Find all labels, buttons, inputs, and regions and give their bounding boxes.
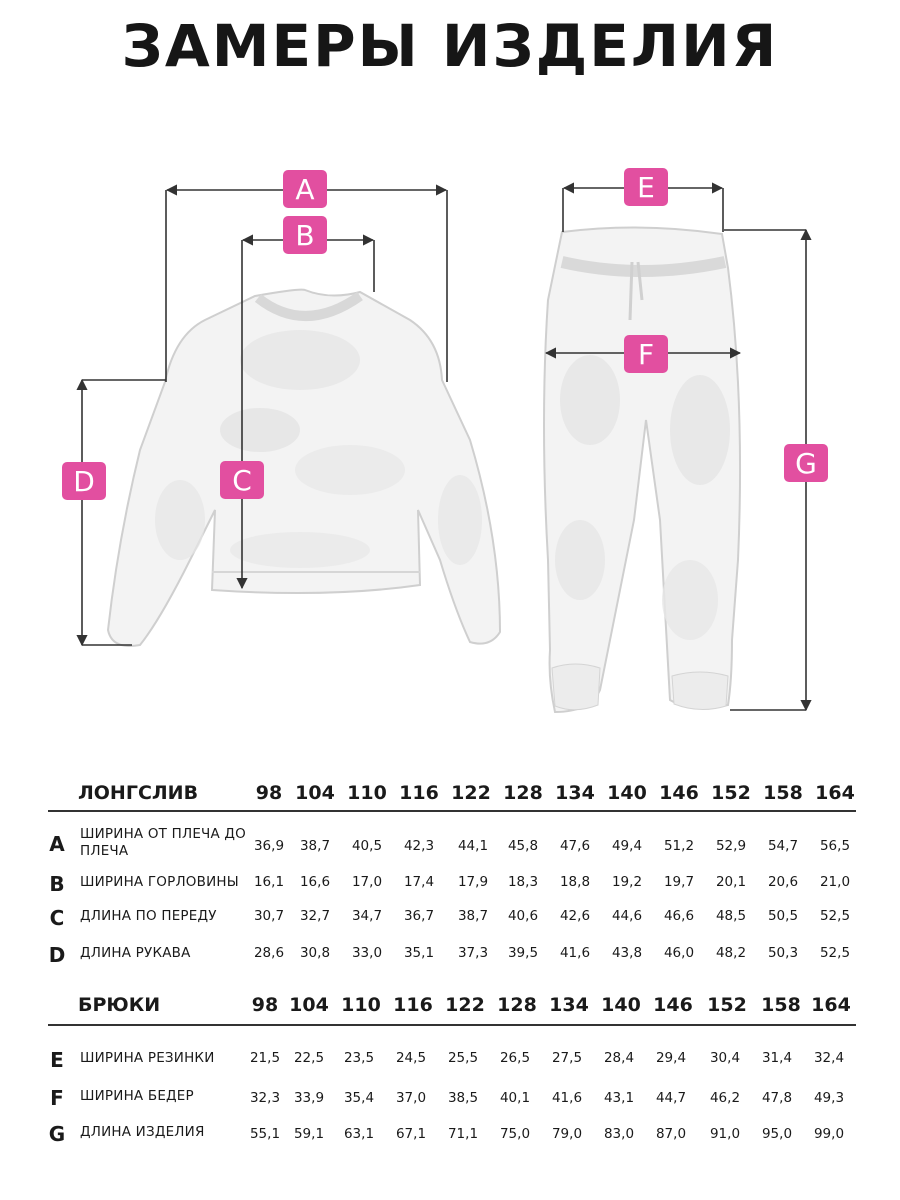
size-header: 152 <box>707 994 747 1016</box>
row-letter: G <box>48 1122 66 1146</box>
table-cell: 52,9 <box>715 838 747 854</box>
row-letter: C <box>49 906 65 930</box>
table-cell: 19,7 <box>663 874 695 890</box>
table-cell: 18,3 <box>507 874 539 890</box>
table-cell: 30,7 <box>253 908 285 924</box>
table-cell: 51,2 <box>663 838 695 854</box>
table-cell: 21,0 <box>819 874 851 890</box>
table-cell: 33,0 <box>351 945 383 961</box>
size-header: 98 <box>251 994 279 1016</box>
table-cell: 47,8 <box>761 1090 793 1106</box>
size-header: 158 <box>763 782 803 804</box>
row-letter: D <box>48 943 66 967</box>
table-cell: 50,5 <box>767 908 799 924</box>
table-cell: 35,4 <box>343 1090 375 1106</box>
table-cell: 34,7 <box>351 908 383 924</box>
badge-d: D <box>62 462 106 500</box>
row-label: ШИРИНА БЕДЕР <box>80 1088 194 1104</box>
row-label: ШИРИНА РЕЗИНКИ <box>80 1050 215 1066</box>
table-cell: 39,5 <box>507 945 539 961</box>
table-cell: 38,5 <box>447 1090 479 1106</box>
pants-figure <box>544 227 740 712</box>
table-cell: 56,5 <box>819 838 851 854</box>
table-cell: 52,5 <box>819 908 851 924</box>
row-letter: F <box>50 1086 64 1110</box>
table-cell: 22,5 <box>293 1050 325 1066</box>
table-cell: 29,4 <box>655 1050 687 1066</box>
table-cell: 36,7 <box>403 908 435 924</box>
table-cell: 25,5 <box>447 1050 479 1066</box>
size-header: 116 <box>393 994 433 1016</box>
table-cell: 20,1 <box>715 874 747 890</box>
table-cell: 24,5 <box>395 1050 427 1066</box>
table-cell: 32,3 <box>249 1090 281 1106</box>
badge-b: B <box>283 216 327 254</box>
row-letter: A <box>49 832 65 856</box>
table-cell: 28,6 <box>253 945 285 961</box>
table-cell: 30,4 <box>709 1050 741 1066</box>
table-cell: 63,1 <box>343 1126 375 1142</box>
size-header: 152 <box>711 782 751 804</box>
table-cell: 37,0 <box>395 1090 427 1106</box>
table-cell: 48,2 <box>715 945 747 961</box>
row-letter: B <box>49 872 65 896</box>
size-header: 98 <box>255 782 283 804</box>
table-cell: 21,5 <box>249 1050 281 1066</box>
table-cell: 59,1 <box>293 1126 325 1142</box>
table-cell: 31,4 <box>761 1050 793 1066</box>
table-cell: 67,1 <box>395 1126 427 1142</box>
table-cell: 32,4 <box>813 1050 845 1066</box>
table-cell: 47,6 <box>559 838 591 854</box>
size-header: 146 <box>659 782 699 804</box>
size-header: 140 <box>607 782 647 804</box>
row-label: ДЛИНА ИЗДЕЛИЯ <box>80 1124 205 1140</box>
table-cell: 23,5 <box>343 1050 375 1066</box>
table-cell: 95,0 <box>761 1126 793 1142</box>
table-cell: 18,8 <box>559 874 591 890</box>
table-cell: 20,6 <box>767 874 799 890</box>
badge-a: A <box>283 170 327 208</box>
pants-header <box>0 994 900 1024</box>
table-cell: 44,7 <box>655 1090 687 1106</box>
table-cell: 17,0 <box>351 874 383 890</box>
table-cell: 48,5 <box>715 908 747 924</box>
size-header: 164 <box>815 782 855 804</box>
table-cell: 38,7 <box>299 838 331 854</box>
size-header: 128 <box>497 994 537 1016</box>
table-cell: 32,7 <box>299 908 331 924</box>
table-cell: 17,4 <box>403 874 435 890</box>
size-header: 134 <box>549 994 589 1016</box>
table-cell: 40,6 <box>507 908 539 924</box>
longsleeve-title: ЛОНГСЛИВ <box>78 782 199 804</box>
table-cell: 75,0 <box>499 1126 531 1142</box>
size-header: 104 <box>289 994 329 1016</box>
table-cell: 46,2 <box>709 1090 741 1106</box>
longsleeve-header <box>0 782 900 812</box>
pants-title: БРЮКИ <box>78 994 161 1016</box>
badge-c: C <box>220 461 264 499</box>
size-header: 122 <box>451 782 491 804</box>
table-cell: 42,6 <box>559 908 591 924</box>
size-header: 104 <box>295 782 335 804</box>
table-cell: 43,8 <box>611 945 643 961</box>
table-cell: 46,6 <box>663 908 695 924</box>
page-title: ЗАМЕРЫ ИЗДЕЛИЯ <box>121 12 779 80</box>
row-letter: E <box>50 1048 64 1072</box>
table-cell: 33,9 <box>293 1090 325 1106</box>
table-cell: 38,7 <box>457 908 489 924</box>
table-cell: 28,4 <box>603 1050 635 1066</box>
size-header: 116 <box>399 782 439 804</box>
size-header: 146 <box>653 994 693 1016</box>
row-label: ДЛИНА ПО ПЕРЕДУ <box>80 908 217 924</box>
table-cell: 36,9 <box>253 838 285 854</box>
table-cell: 35,1 <box>403 945 435 961</box>
table-cell: 16,1 <box>253 874 285 890</box>
size-header: 158 <box>761 994 801 1016</box>
table-cell: 50,3 <box>767 945 799 961</box>
table-cell: 37,3 <box>457 945 489 961</box>
table-cell: 55,1 <box>249 1126 281 1142</box>
table-cell: 43,1 <box>603 1090 635 1106</box>
size-header: 110 <box>341 994 381 1016</box>
table-cell: 46,0 <box>663 945 695 961</box>
table-cell: 91,0 <box>709 1126 741 1142</box>
table-cell: 99,0 <box>813 1126 845 1142</box>
table-cell: 87,0 <box>655 1126 687 1142</box>
table-cell: 41,6 <box>559 945 591 961</box>
table-cell: 30,8 <box>299 945 331 961</box>
size-header: 164 <box>811 994 851 1016</box>
table-cell: 52,5 <box>819 945 851 961</box>
table-cell: 16,6 <box>299 874 331 890</box>
table-row <box>0 826 900 866</box>
table-cell: 44,1 <box>457 838 489 854</box>
table-cell: 42,3 <box>403 838 435 854</box>
badge-f: F <box>624 335 668 373</box>
table-cell: 41,6 <box>551 1090 583 1106</box>
table-cell: 40,1 <box>499 1090 531 1106</box>
size-header: 134 <box>555 782 595 804</box>
table-cell: 83,0 <box>603 1126 635 1142</box>
table-cell: 49,4 <box>611 838 643 854</box>
row-label: ШИРИНА ГОРЛОВИНЫ <box>80 874 239 890</box>
size-header: 122 <box>445 994 485 1016</box>
table-cell: 19,2 <box>611 874 643 890</box>
table-cell: 17,9 <box>457 874 489 890</box>
table-row <box>0 943 900 983</box>
table-cell: 40,5 <box>351 838 383 854</box>
table-cell: 27,5 <box>551 1050 583 1066</box>
table-row <box>0 1048 900 1088</box>
table-cell: 71,1 <box>447 1126 479 1142</box>
divider <box>48 1024 856 1026</box>
table-row <box>0 1086 900 1126</box>
table-cell: 49,3 <box>813 1090 845 1106</box>
table-cell: 44,6 <box>611 908 643 924</box>
table-cell: 26,5 <box>499 1050 531 1066</box>
row-label: ШИРИНА ОТ ПЛЕЧА ДО ПЛЕЧА <box>80 826 247 859</box>
table-cell: 54,7 <box>767 838 799 854</box>
size-header: 128 <box>503 782 543 804</box>
size-header: 140 <box>601 994 641 1016</box>
table-row <box>0 1122 900 1162</box>
row-label: ДЛИНА РУКАВА <box>80 945 191 961</box>
table-row <box>0 906 900 946</box>
size-header: 110 <box>347 782 387 804</box>
table-cell: 45,8 <box>507 838 539 854</box>
badge-g: G <box>784 444 828 482</box>
table-cell: 79,0 <box>551 1126 583 1142</box>
divider <box>48 810 856 812</box>
badge-e: E <box>624 168 668 206</box>
